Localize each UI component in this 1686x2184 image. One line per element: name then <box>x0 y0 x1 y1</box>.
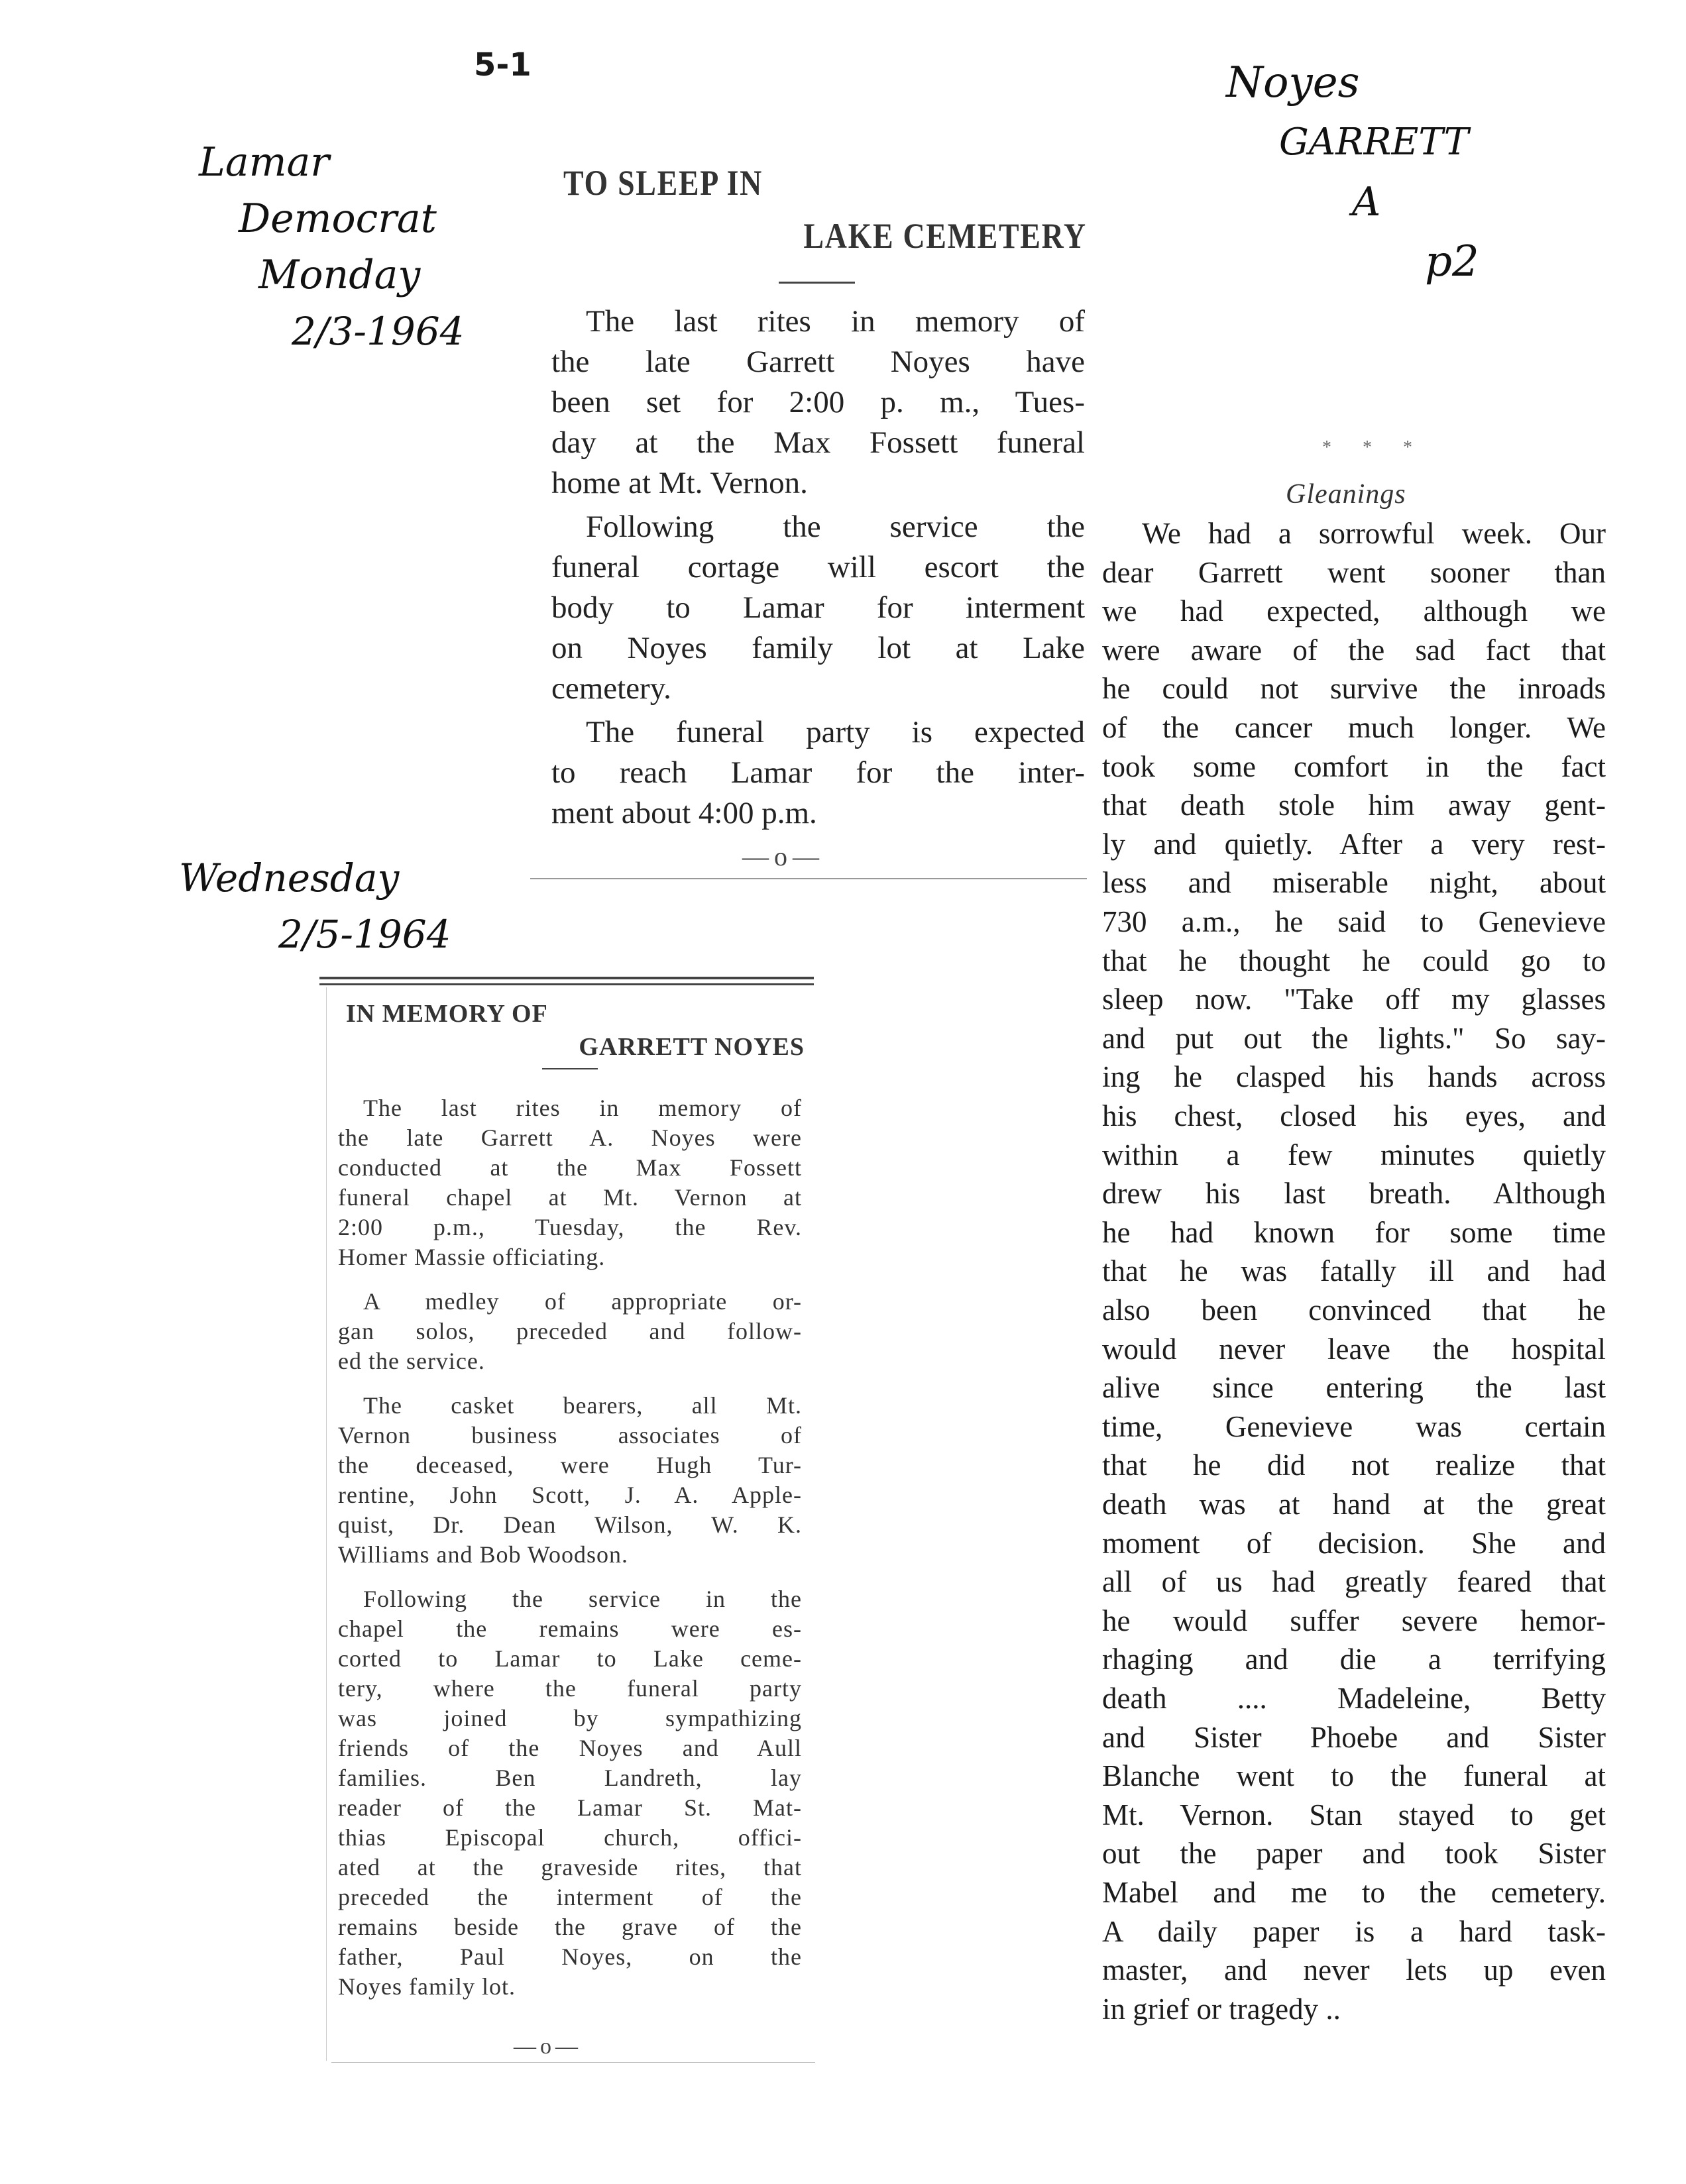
text-line: were aware of the sad fact that <box>1102 633 1606 667</box>
text-line: tery, where the funeral party <box>338 1675 802 1702</box>
text-line: ment about 4:00 p.m. <box>551 796 817 830</box>
divider <box>530 878 1087 879</box>
text-line: been set for 2:00 p. m., Tues- <box>551 385 1085 419</box>
article-headline: GARRETT NOYES <box>579 1033 805 1061</box>
text-line: friends of the Noyes and Aull <box>338 1735 802 1761</box>
column-heading: Gleanings <box>1286 479 1406 510</box>
text-line: master, and never lets up even <box>1102 1953 1606 1987</box>
text-line: A daily paper is a hard task- <box>1102 1914 1606 1948</box>
text-line: Mt. Vernon. Stan stayed to get <box>1102 1798 1606 1831</box>
text-line: rentine, John Scott, J. A. Apple- <box>338 1482 802 1508</box>
text-line: ly and quietly. After a very rest- <box>1102 827 1606 861</box>
text-line: dear Garrett went sooner than <box>1102 555 1606 589</box>
handwritten-line: Lamar <box>199 139 329 186</box>
text-line: The funeral party is expected <box>586 715 1085 749</box>
text-line: quist, Dr. Dean Wilson, W. K. <box>338 1511 802 1538</box>
text-line: out the paper and took Sister <box>1102 1837 1606 1871</box>
text-line: and put out the lights." So say- <box>1102 1021 1606 1055</box>
text-line: Blanche went to the funeral at <box>1102 1759 1606 1793</box>
text-line: rhaging and die a terrifying <box>1102 1643 1606 1676</box>
text-line: all of us had greatly feared that <box>1102 1565 1606 1599</box>
text-line: 730 a.m., he said to Genevieve <box>1102 905 1606 938</box>
page-mark: 5-1 <box>474 46 532 83</box>
text-line: A medley of appropriate or- <box>363 1288 802 1315</box>
text-line: in grief or tragedy .. <box>1102 1992 1341 2026</box>
text-line: The last rites in memory of <box>363 1095 802 1121</box>
text-line: cemetery. <box>551 671 671 706</box>
text-line: the late Garrett A. Noyes were <box>338 1124 802 1151</box>
text-line: Noyes family lot. <box>338 1973 516 2000</box>
text-line: would never leave the hospital <box>1102 1332 1606 1366</box>
text-line: within a few minutes quietly <box>1102 1138 1606 1172</box>
text-line: time, Genevieve was certain <box>1102 1409 1606 1443</box>
text-line: also been convinced that he <box>1102 1293 1606 1327</box>
text-line: ated at the graveside rites, that <box>338 1854 802 1881</box>
text-line: We had a sorrowful week. Our <box>1142 517 1606 550</box>
text-line: father, Paul Noyes, on the <box>338 1943 802 1970</box>
handwritten-line: A <box>1352 179 1381 225</box>
divider <box>542 1068 598 1069</box>
text-line: on Noyes family lot at Lake <box>551 631 1085 665</box>
text-line: body to Lamar for interment <box>551 590 1085 625</box>
text-line: alive since entering the last <box>1102 1371 1606 1405</box>
double-rule <box>319 983 814 985</box>
text-line: ing he clasped his hands across <box>1102 1060 1606 1094</box>
text-line: sleep now. "Take off my glasses <box>1102 983 1606 1016</box>
text-line: that he was fatally ill and had <box>1102 1254 1606 1288</box>
divider <box>331 2062 815 2063</box>
text-line: funeral cortage will escort the <box>551 550 1085 584</box>
article-body <box>551 301 1085 845</box>
text-line: ed the service. <box>338 1348 485 1374</box>
text-line: he had known for some time <box>1102 1215 1606 1249</box>
handwritten-line: 2/3-1964 <box>292 309 465 354</box>
text-line: The casket bearers, all Mt. <box>363 1392 802 1419</box>
text-line: Homer Massie officiating. <box>338 1244 606 1270</box>
text-line: death was at hand at the great <box>1102 1488 1606 1521</box>
text-line: drew his last breath. Although <box>1102 1177 1606 1211</box>
end-mark: —o— <box>742 842 824 871</box>
text-line: families. Ben Landreth, lay <box>338 1765 802 1791</box>
text-line: funeral chapel at Mt. Vernon at <box>338 1184 802 1211</box>
text-line: Vernon business associates of <box>338 1422 802 1448</box>
text-line: he could not survive the inroads <box>1102 672 1606 706</box>
text-line: remains beside the grave of the <box>338 1914 802 1940</box>
handwritten-line: GARRETT <box>1279 121 1469 164</box>
text-line: that he thought he could go to <box>1102 944 1606 977</box>
handwritten-line: Wednesday <box>179 855 400 901</box>
text-line: The last rites in memory of <box>586 304 1085 339</box>
handwritten-line: Monday <box>258 252 421 298</box>
text-line: and Sister Phoebe and Sister <box>1102 1720 1606 1754</box>
text-line: Mabel and me to the cemetery. <box>1102 1876 1606 1909</box>
text-line: was joined by sympathizing <box>338 1705 802 1731</box>
text-line: Williams and Bob Woodson. <box>338 1541 628 1568</box>
text-line: that death stole him away gent- <box>1102 789 1606 822</box>
text-line: that he did not realize that <box>1102 1448 1606 1482</box>
text-line: 2:00 p.m., Tuesday, the Rev. <box>338 1214 802 1240</box>
handwritten-line: p2 <box>1425 237 1479 286</box>
text-line: chapel the remains were es- <box>338 1615 802 1642</box>
double-rule <box>319 977 814 979</box>
text-line: of the cancer much longer. We <box>1102 711 1606 744</box>
text-line: day at the Max Fossett funeral <box>551 425 1085 460</box>
text-line: Following the service the <box>586 510 1085 544</box>
article-headline: TO SLEEP IN <box>563 163 763 203</box>
text-line: we had expected, although we <box>1102 594 1606 628</box>
divider <box>779 282 855 284</box>
text-line: moment of decision. She and <box>1102 1526 1606 1560</box>
article-headline: LAKE CEMETERY <box>803 216 1087 256</box>
text-line: conducted at the Max Fossett <box>338 1154 802 1181</box>
column-body <box>1102 514 1606 2051</box>
handwritten-line: Noyes <box>1226 58 1360 107</box>
text-line: he would suffer severe hemor- <box>1102 1604 1606 1637</box>
text-line: preceded the interment of the <box>338 1884 802 1910</box>
left-border <box>326 987 327 2061</box>
text-line: corted to Lamar to Lake ceme- <box>338 1645 802 1672</box>
text-line: Following the service in the <box>363 1586 802 1612</box>
end-mark: —o— <box>514 2034 582 2059</box>
text-line: thias Episcopal church, offici- <box>338 1824 802 1851</box>
text-line: reader of the Lamar St. Mat- <box>338 1794 802 1821</box>
handwritten-line: 2/5-1964 <box>278 912 451 957</box>
text-line: the deceased, were Hugh Tur- <box>338 1452 802 1478</box>
text-line: gan solos, preceded and follow- <box>338 1318 802 1344</box>
text-line: death .... Madeleine, Betty <box>1102 1682 1606 1715</box>
article-body <box>338 1093 802 2021</box>
text-line: took some comfort in the fact <box>1102 749 1606 783</box>
article-headline: IN MEMORY OF <box>346 1000 548 1028</box>
handwritten-line: Democrat <box>239 195 437 242</box>
section-separator: * * * <box>1322 437 1426 458</box>
text-line: his chest, closed his eyes, and <box>1102 1099 1606 1132</box>
text-line: to reach Lamar for the inter- <box>551 755 1085 790</box>
text-line: less and miserable night, about <box>1102 866 1606 900</box>
text-line: home at Mt. Vernon. <box>551 466 808 500</box>
text-line: the late Garrett Noyes have <box>551 345 1085 379</box>
